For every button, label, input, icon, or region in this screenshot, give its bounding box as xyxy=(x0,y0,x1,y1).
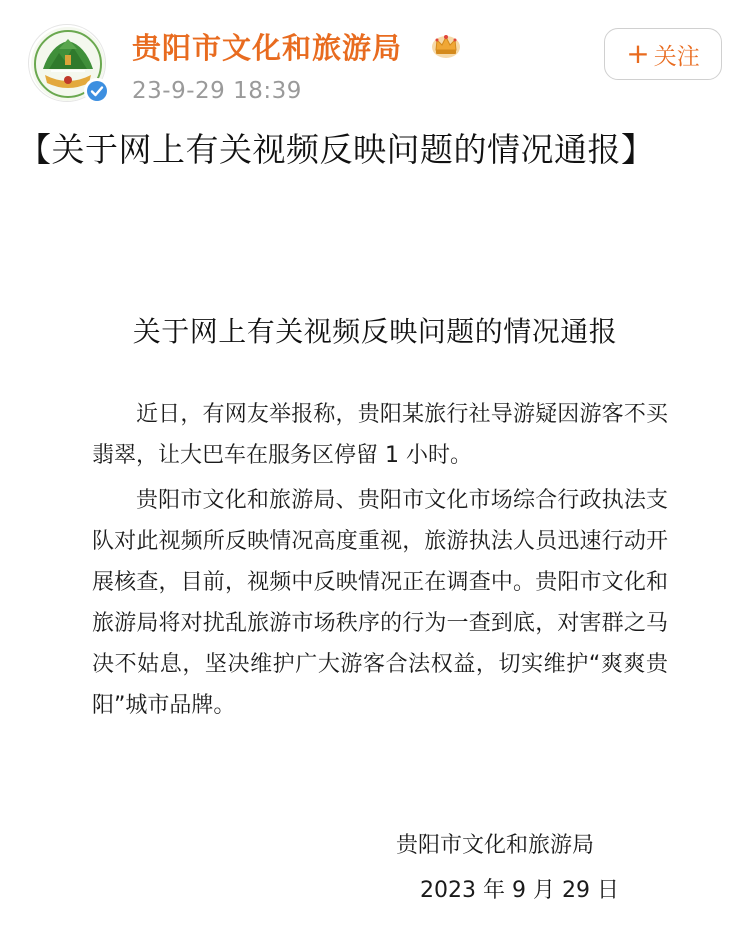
signature-date: 2023 年 9 月 29 日 xyxy=(420,878,619,903)
notice-paragraph: 贵阳市文化和旅游局、贵阳市文化市场综合行政执法支队对此视频所反映情况高度重视，旅游执法人员迅速行动开展核查，目前，视频中反映情况正在调查中。贵阳市文化和旅游局将对扰乱旅游市场秩序的行为一查到底，对害群之马决不姑息，坚决维护广大游客合法权益，切实维护“爽爽贵阳”城市品牌。 xyxy=(92,488,668,718)
crown-icon[interactable] xyxy=(430,30,462,60)
post-time: 23-9-29 18:39 xyxy=(132,78,302,104)
signature-organization: 贵阳市文化和旅游局 xyxy=(396,833,595,858)
verified-badge-icon xyxy=(86,80,108,102)
notice-body xyxy=(92,394,668,730)
verified-badge xyxy=(84,78,110,104)
follow-button[interactable] xyxy=(604,28,722,80)
notice-paragraph: 近日，有网友举报称，贵阳某旅行社导游疑因游客不买翡翠，让大巴车在服务区停留 1 小时。 xyxy=(92,402,668,468)
account-name[interactable]: 贵阳市文化和旅游局 xyxy=(132,31,403,65)
notice-title: 关于网上有关视频反映问题的情况通报 xyxy=(132,315,618,348)
post-headline: 【关于网上有关视频反映问题的情况通报】 xyxy=(18,130,655,169)
follow-label: 关注 xyxy=(653,43,700,70)
post-header xyxy=(0,0,750,120)
plus-icon: + xyxy=(626,37,650,70)
avatar-container[interactable] xyxy=(28,24,106,102)
